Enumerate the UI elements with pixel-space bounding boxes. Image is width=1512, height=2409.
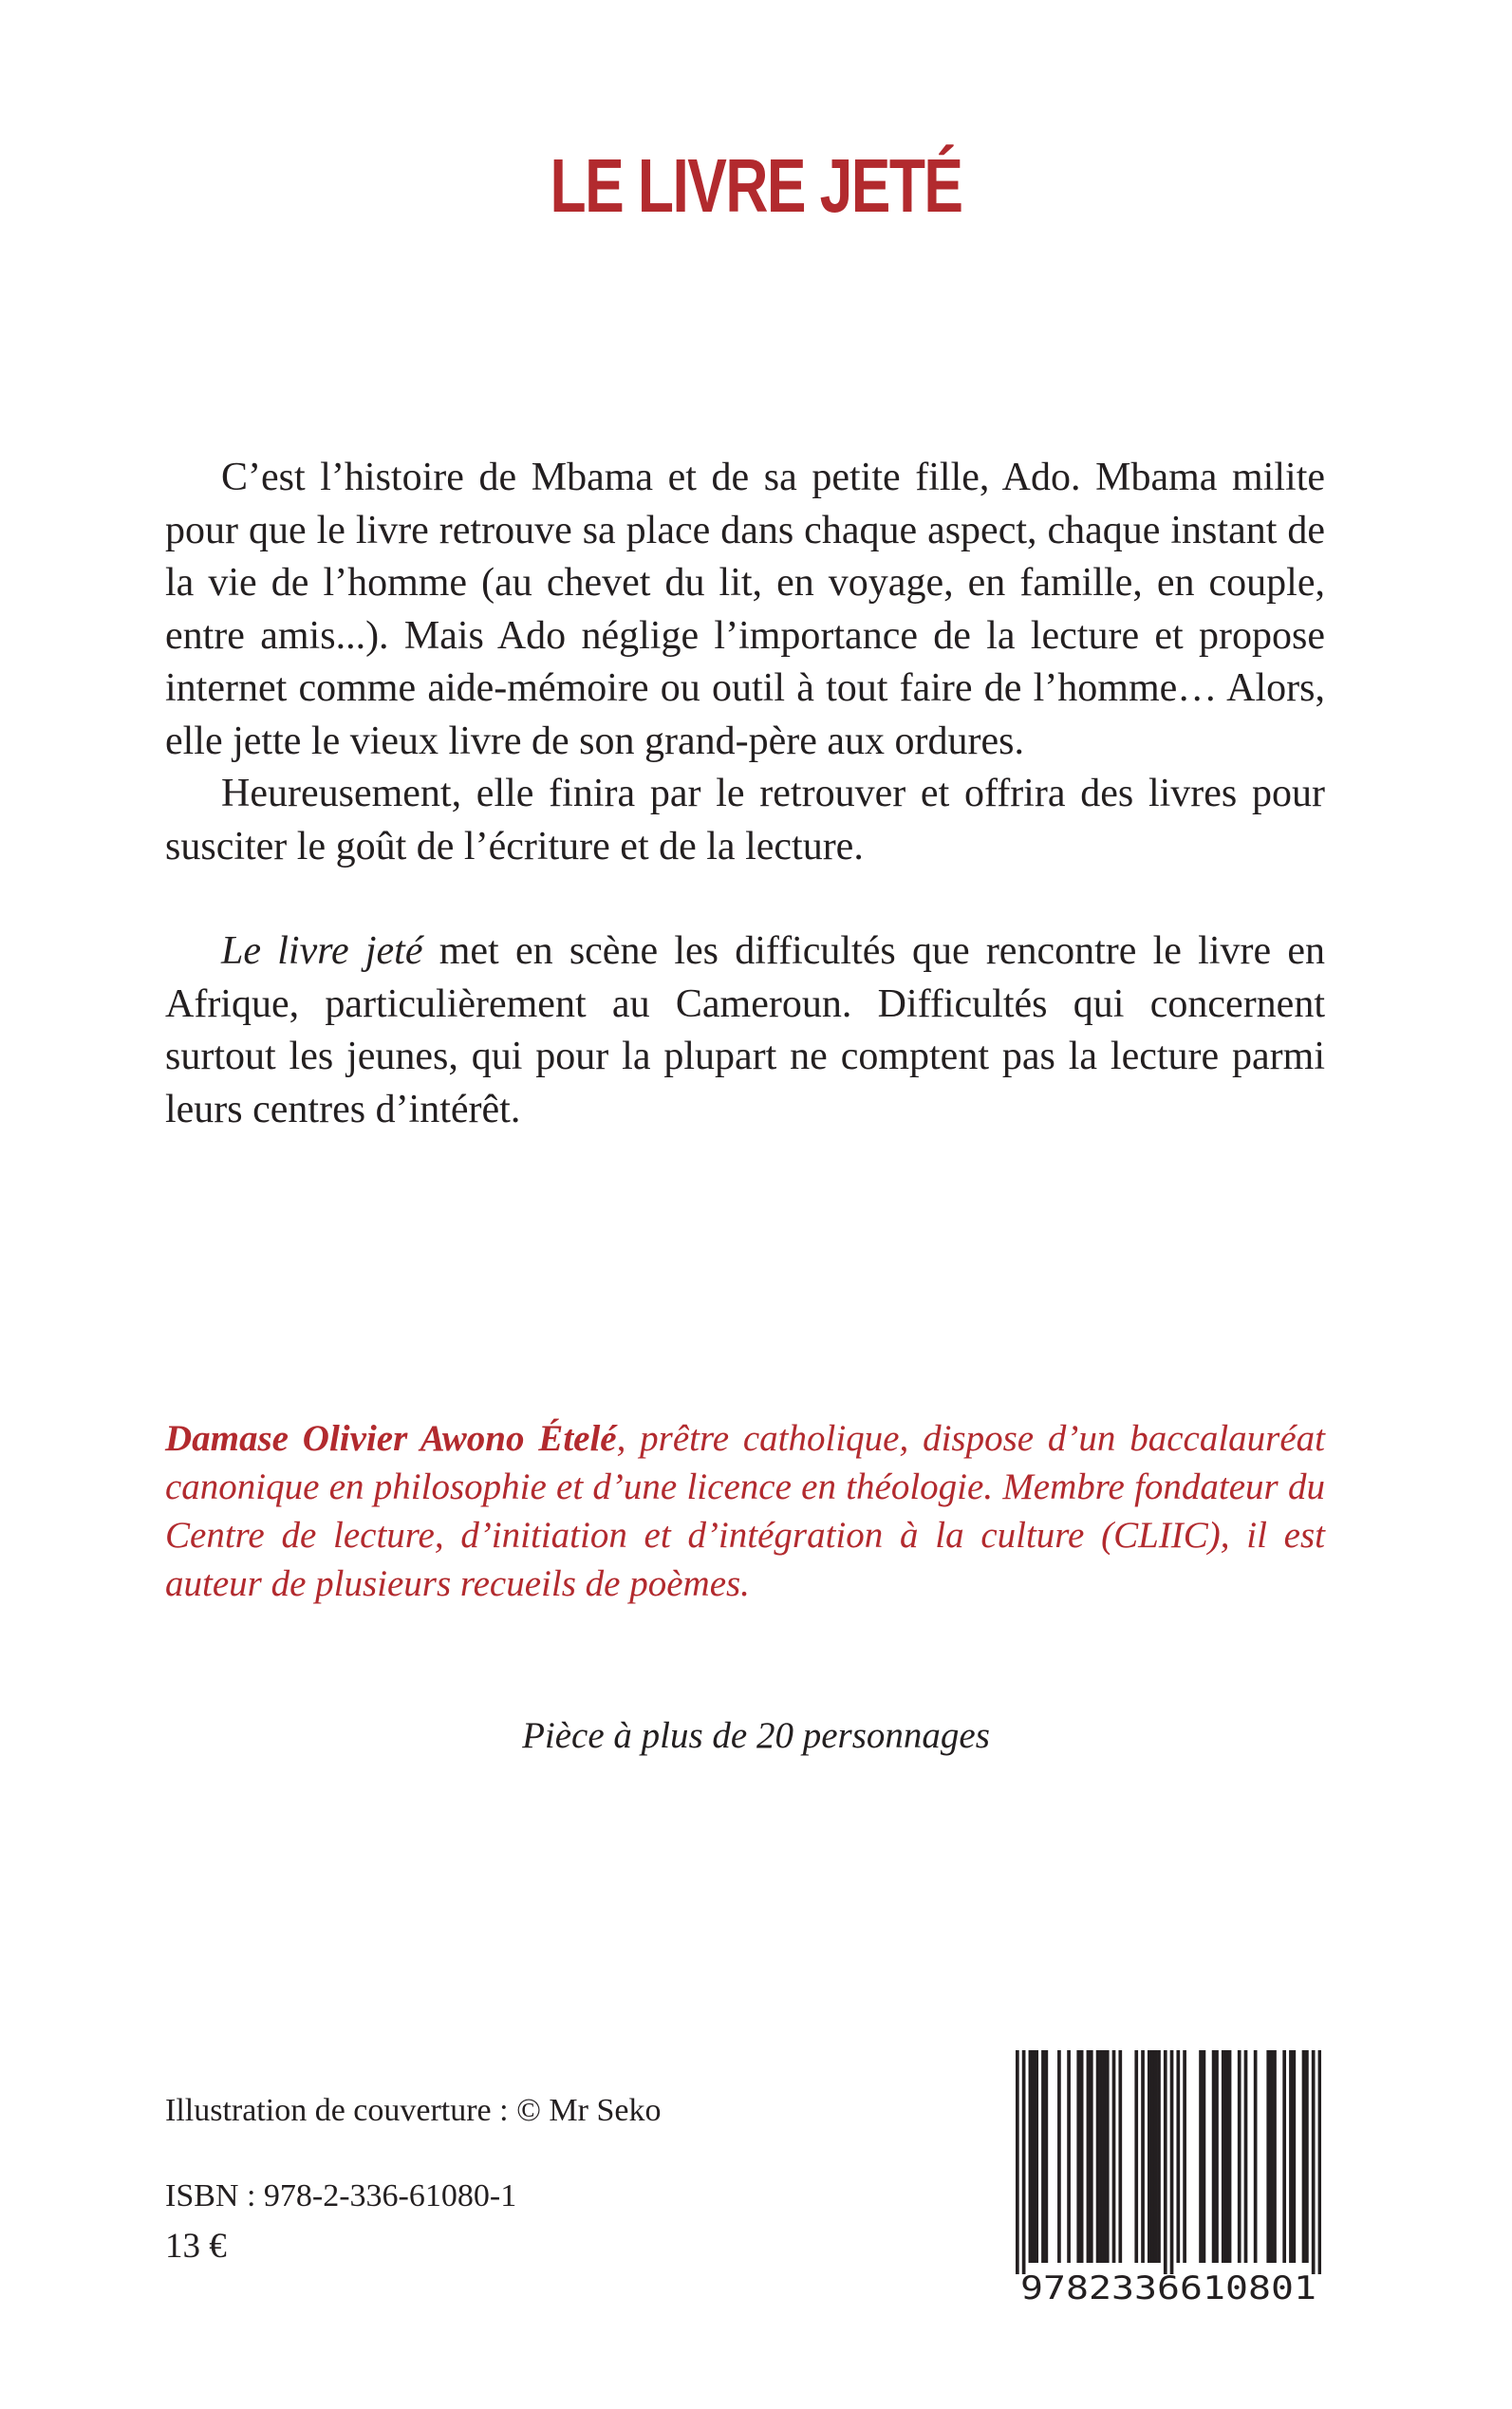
illustration-credit: Illustration de couverture : © Mr Seko xyxy=(165,2093,662,2128)
book-summary xyxy=(165,452,1325,1136)
barcode-bar xyxy=(1176,2050,1180,2263)
barcode-bar xyxy=(1103,2050,1107,2263)
barcode-bars xyxy=(1016,2050,1321,2274)
barcode-bar xyxy=(1087,2050,1091,2263)
barcode-bar xyxy=(1157,2050,1161,2263)
barcode-bar xyxy=(1076,2050,1080,2263)
barcode-bar xyxy=(1041,2050,1045,2263)
author-name: Damase Olivier Awono Ételé xyxy=(165,1418,617,1459)
summary-paragraph: Heureusement, elle finira par le retrouver et offrira des livres pour susciter le goût de l’écriture et de la lecture. xyxy=(165,772,1325,868)
barcode-bar xyxy=(1032,2050,1036,2263)
barcode-bar xyxy=(1150,2050,1154,2263)
barcode-bar xyxy=(1270,2050,1274,2263)
barcode-bar xyxy=(1212,2050,1216,2263)
price: 13 € xyxy=(165,2227,227,2266)
book-title-inline: Le livre jeté xyxy=(221,929,423,973)
barcode-bar xyxy=(1238,2050,1241,2263)
barcode-bar xyxy=(1183,2050,1186,2263)
barcode-bar xyxy=(1057,2050,1061,2263)
barcode-bar xyxy=(1244,2050,1248,2263)
barcode-bar xyxy=(1080,2050,1084,2263)
barcode-bar xyxy=(1035,2050,1038,2263)
barcode-bar xyxy=(1282,2050,1286,2263)
barcode-bar xyxy=(1305,2050,1309,2263)
isbn: ISBN : 978-2-336-61080-1 xyxy=(165,2178,517,2213)
summary-paragraph-text: met en scène les difficultés que rencontre le livre en Afrique, particulièrement au Cameroun. Difficultés qui concernent surtout les jeunes, qui pour la plupart ne comptent pas la lecture parmi leurs centres d’intérêt. xyxy=(165,929,1325,1131)
barcode-bar xyxy=(1203,2050,1206,2263)
barcode-bar xyxy=(1016,2050,1019,2274)
barcode-bar xyxy=(1222,2050,1225,2263)
barcode-bar xyxy=(1312,2050,1316,2274)
barcode-bar xyxy=(1170,2050,1174,2274)
summary-paragraph: C’est l’histoire de Mbama et de sa petite fille, Ado. Mbama milite pour que le livre retrouve sa place dans chaque aspect, chaque instant de la vie de l’homme (au chevet du lit, en voyage, en famille, en couple, entre amis...). Mais Ado néglige l’importance de la lecture et propose internet comme aide-mémoire ou outil à tout faire de l’homme… Alors, elle jette le vieux livre de son grand-père aux ordures. xyxy=(165,456,1325,763)
barcode-bar xyxy=(1134,2050,1138,2263)
barcode-bar xyxy=(1254,2050,1258,2263)
barcode-bar xyxy=(1318,2050,1321,2274)
barcode-bar xyxy=(1228,2050,1232,2263)
barcode-bar xyxy=(1266,2050,1270,2263)
barcode-bar xyxy=(1199,2050,1203,2263)
barcode xyxy=(1016,2050,1321,2306)
barcode-bar xyxy=(1141,2050,1145,2263)
summary-paragraph xyxy=(165,925,1325,1136)
barcode-bar xyxy=(1154,2050,1158,2263)
barcode-bar xyxy=(1022,2050,1026,2274)
barcode-bar xyxy=(1215,2050,1219,2263)
barcode-bar xyxy=(1292,2050,1296,2263)
barcode-bar xyxy=(1289,2050,1293,2263)
barcode-bar xyxy=(1045,2050,1049,2263)
barcode-bar xyxy=(1164,2050,1167,2274)
barcode-bar xyxy=(1112,2050,1116,2263)
barcode-bar xyxy=(1067,2050,1071,2263)
author-bio-text: , prêtre catholique, dispose d’un baccalauréat canonique en philosophie et d’une licence en théologie. Membre fondateur du Centre de lecture, d’initiation et d’intégration à la culture (CLIIC), il est auteur de plusieurs recueils de poèmes. xyxy=(165,1418,1325,1604)
barcode-bar xyxy=(1090,2050,1093,2263)
barcode-bar xyxy=(1029,2050,1033,2263)
author-bio xyxy=(165,1414,1325,1608)
barcode-bar xyxy=(1106,2050,1110,2263)
genre-note: Pièce à plus de 20 personnages xyxy=(522,1715,990,1756)
barcode-bar xyxy=(1118,2050,1122,2263)
barcode-bar xyxy=(1099,2050,1103,2263)
barcode-bar xyxy=(1224,2050,1228,2263)
barcode-bar xyxy=(1148,2050,1151,2263)
barcode-digits: 9782336610801 xyxy=(1020,2269,1316,2306)
book-title: LE LIVRE JETÉ xyxy=(550,143,962,228)
barcode-bar xyxy=(1096,2050,1100,2263)
barcode-bar xyxy=(1302,2050,1306,2263)
barcode-bar xyxy=(1273,2050,1277,2263)
